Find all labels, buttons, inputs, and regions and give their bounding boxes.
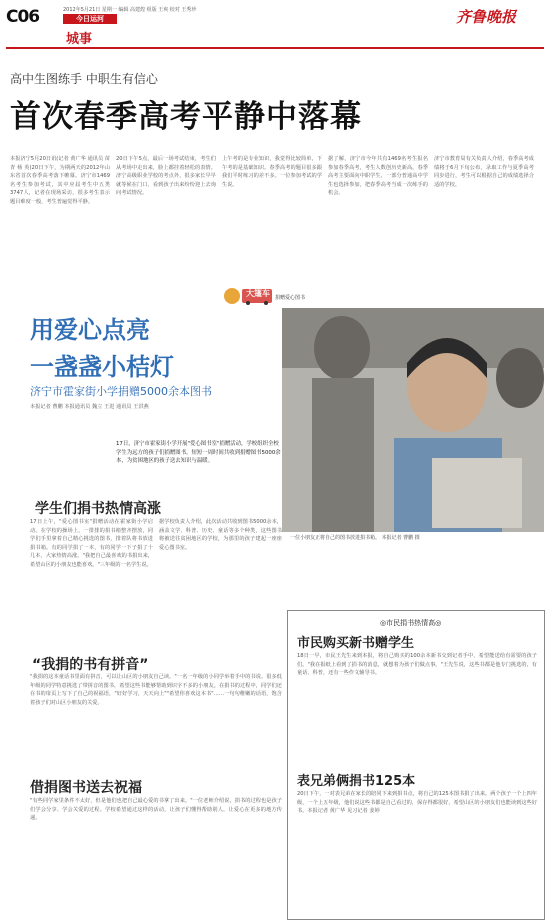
sub1-column-1: 17日上午，"爱心图书室"捐赠活动在霍家街小学启动。在学校的操场上，一排排的捐书箱整齐摆放，同学们手里拿着自己精心挑选的图书，排着队将书放进捐书箱。有的同学捐了一本，有的同学一下子捐了十几本，大家热情高涨。"我把自己最喜欢的书捐出来，希望山区的小朋友也能喜欢。"三年级的一名学生说。 bbox=[30, 519, 153, 568]
sidebar-body-2: 20日下午，一对表兄弟在家长的陪同下来到捐书点，将自己的125本图书捐了出来。两个孩子一个上四年级，一个上五年级，他们说这些书都是自己看过的，保存得都很好，希望山区的小朋友们也能读到这些好书。本报记者 黄广华 见习记者 姜婷 bbox=[297, 791, 537, 815]
feature-title-line-2: 一盏盏小桔灯 bbox=[30, 353, 174, 381]
column-banner-name: 大篷车 bbox=[246, 289, 270, 298]
feature-title bbox=[30, 312, 174, 386]
section-name: 城事 bbox=[66, 32, 93, 47]
feature-title-line-1: 用爱心点亮 bbox=[30, 316, 150, 344]
sidebar-head-1: 市民购买新书赠学生 bbox=[297, 636, 415, 651]
story-kicker: 高中生图练手 中职生有信心 bbox=[10, 72, 158, 86]
sub3-body: "有些同学家里条件不太好，但是他们也把自己最心爱的书拿了出来。"一位老师介绍说，捐书的过程也是孩子们学会分享、学会关爱的过程。学校希望通过这样的活动，让孩子们懂得帮助别人，让爱心在更多的地方传递。 bbox=[30, 798, 282, 822]
subhead-2: “我捐的书有拼音” bbox=[32, 657, 149, 673]
column-banner-sub: 捐赠爱心图书 bbox=[275, 295, 306, 301]
header-rule bbox=[6, 47, 544, 49]
subhead-1: 学生们捐书热情高涨 bbox=[35, 501, 161, 517]
story-column-2: 20日下午5点，最后一场考试结束，考生们从考场中走出来，脸上都挂着轻松的表情。济宁高级职业学校的考点外，很多家长早早就等候在门口，看到孩子出来纷纷迎上去询问考试情况。 bbox=[116, 156, 216, 197]
story-column-4: 据了解，济宁市今年共有1469名考生报名参加春季高考，考生人数创历史新高。春季高考主要面向中职学生，一部分普通高中学生也选择参加，把春季高考当成一次练手的机会。 bbox=[328, 156, 428, 197]
feature-lead: 17日，济宁市霍家街小学开展"爱心图书室"捐赠活动，学校组织全校学生为远方的孩子们捐赠图书，短短一周时间共收到捐赠图书5000余本，为贫困地区的孩子送去知识与温暖。 bbox=[116, 441, 281, 465]
subhead-3: 借捐图书送去祝福 bbox=[30, 780, 142, 796]
sidebar-body-1: 18日一早，市民王先生来到本报，将自己购买的100余本新书交到记者手中，希望能送给有需要的孩子们。"我在报纸上看到了捐书的消息，就想着为孩子们做点事。"王先生说，这些书都是他专门挑选的，有童话、科普，还有一些作文辅导书。 bbox=[297, 653, 537, 677]
newspaper-logo: 齐鲁晚报 bbox=[456, 8, 517, 26]
feature-subtitle: 济宁市霍家街小学捐赠5000余本图书 bbox=[30, 385, 212, 398]
section-tag: 今日运河 bbox=[63, 14, 117, 24]
feature-photo bbox=[282, 308, 544, 532]
page-number: C06 bbox=[6, 7, 40, 27]
feature-byline: 本报记者 曹鹏 本报通讯员 魏立 王进 通讯员 王洪燕 bbox=[30, 404, 149, 410]
banner-sun-icon bbox=[224, 288, 240, 304]
sub2-body: "我捐的这本童话书里面有拼音，可以让山区的小朋友自己读。"一名一年级的小同学举着手中的书说。很多低年级的同学特意挑选了带拼音的图书，希望这些书能够帮助到识字不多的小朋友。在捐书的过程中，同学们还在书的扉页上写下了自己的祝福语，"好好学习，天天向上""希望你喜欢这本书"……一句句稚嫩的话语，饱含着孩子们对山区小朋友的关爱。 bbox=[30, 674, 282, 706]
photo-caption: 一位小朋友正将自己的图书放进捐书箱。 本报记者 曹鹏 摄 bbox=[290, 535, 420, 541]
story-column-1: 本报济宁5月20日讯(记者 黄广华 通讯员 苗青 杨 英)20日下午，为期两天的2012年山东省首次春季高考落下帷幕。济宁市1469名考生参加考试，其中应届考生中五类3747人，记者在现场采访，很多考生表示题目难度一般，考生普遍觉得平静。 bbox=[10, 156, 110, 205]
story-headline: 首次春季高考平静中落幕 bbox=[10, 99, 362, 135]
sub1-column-2: 据学校负责人介绍，此次活动共收到图书5000余本，涵盖文学、科普、历史、童话等多个种类，这些图书将被送往贫困地区的学校，为那里的孩子建起一座座爱心图书室。 bbox=[159, 519, 282, 551]
story-column-5: 济宁市教育局有关负责人介绍，春季高考成绩将于6月下旬公布，录取工作与夏季高考同步进行，考生可以根据自己的成绩选择合适的学校。 bbox=[434, 156, 534, 188]
sidebar-box-title: ◎市民捐书热情高◎ bbox=[380, 619, 442, 627]
sidebar-head-2: 表兄弟俩捐书125本 bbox=[297, 774, 416, 789]
story-column-3: 上午考的是专业知识，我觉得比较简单，下午考的是基础知识。春季高考的题目很多跟我们平时练习的差不多。一位参加考试的学生说。 bbox=[222, 156, 322, 188]
page-meta: 2012年5月21日 星期一 编辑 高建煌 组版 王爽 校对 王秀珍 bbox=[63, 7, 197, 13]
